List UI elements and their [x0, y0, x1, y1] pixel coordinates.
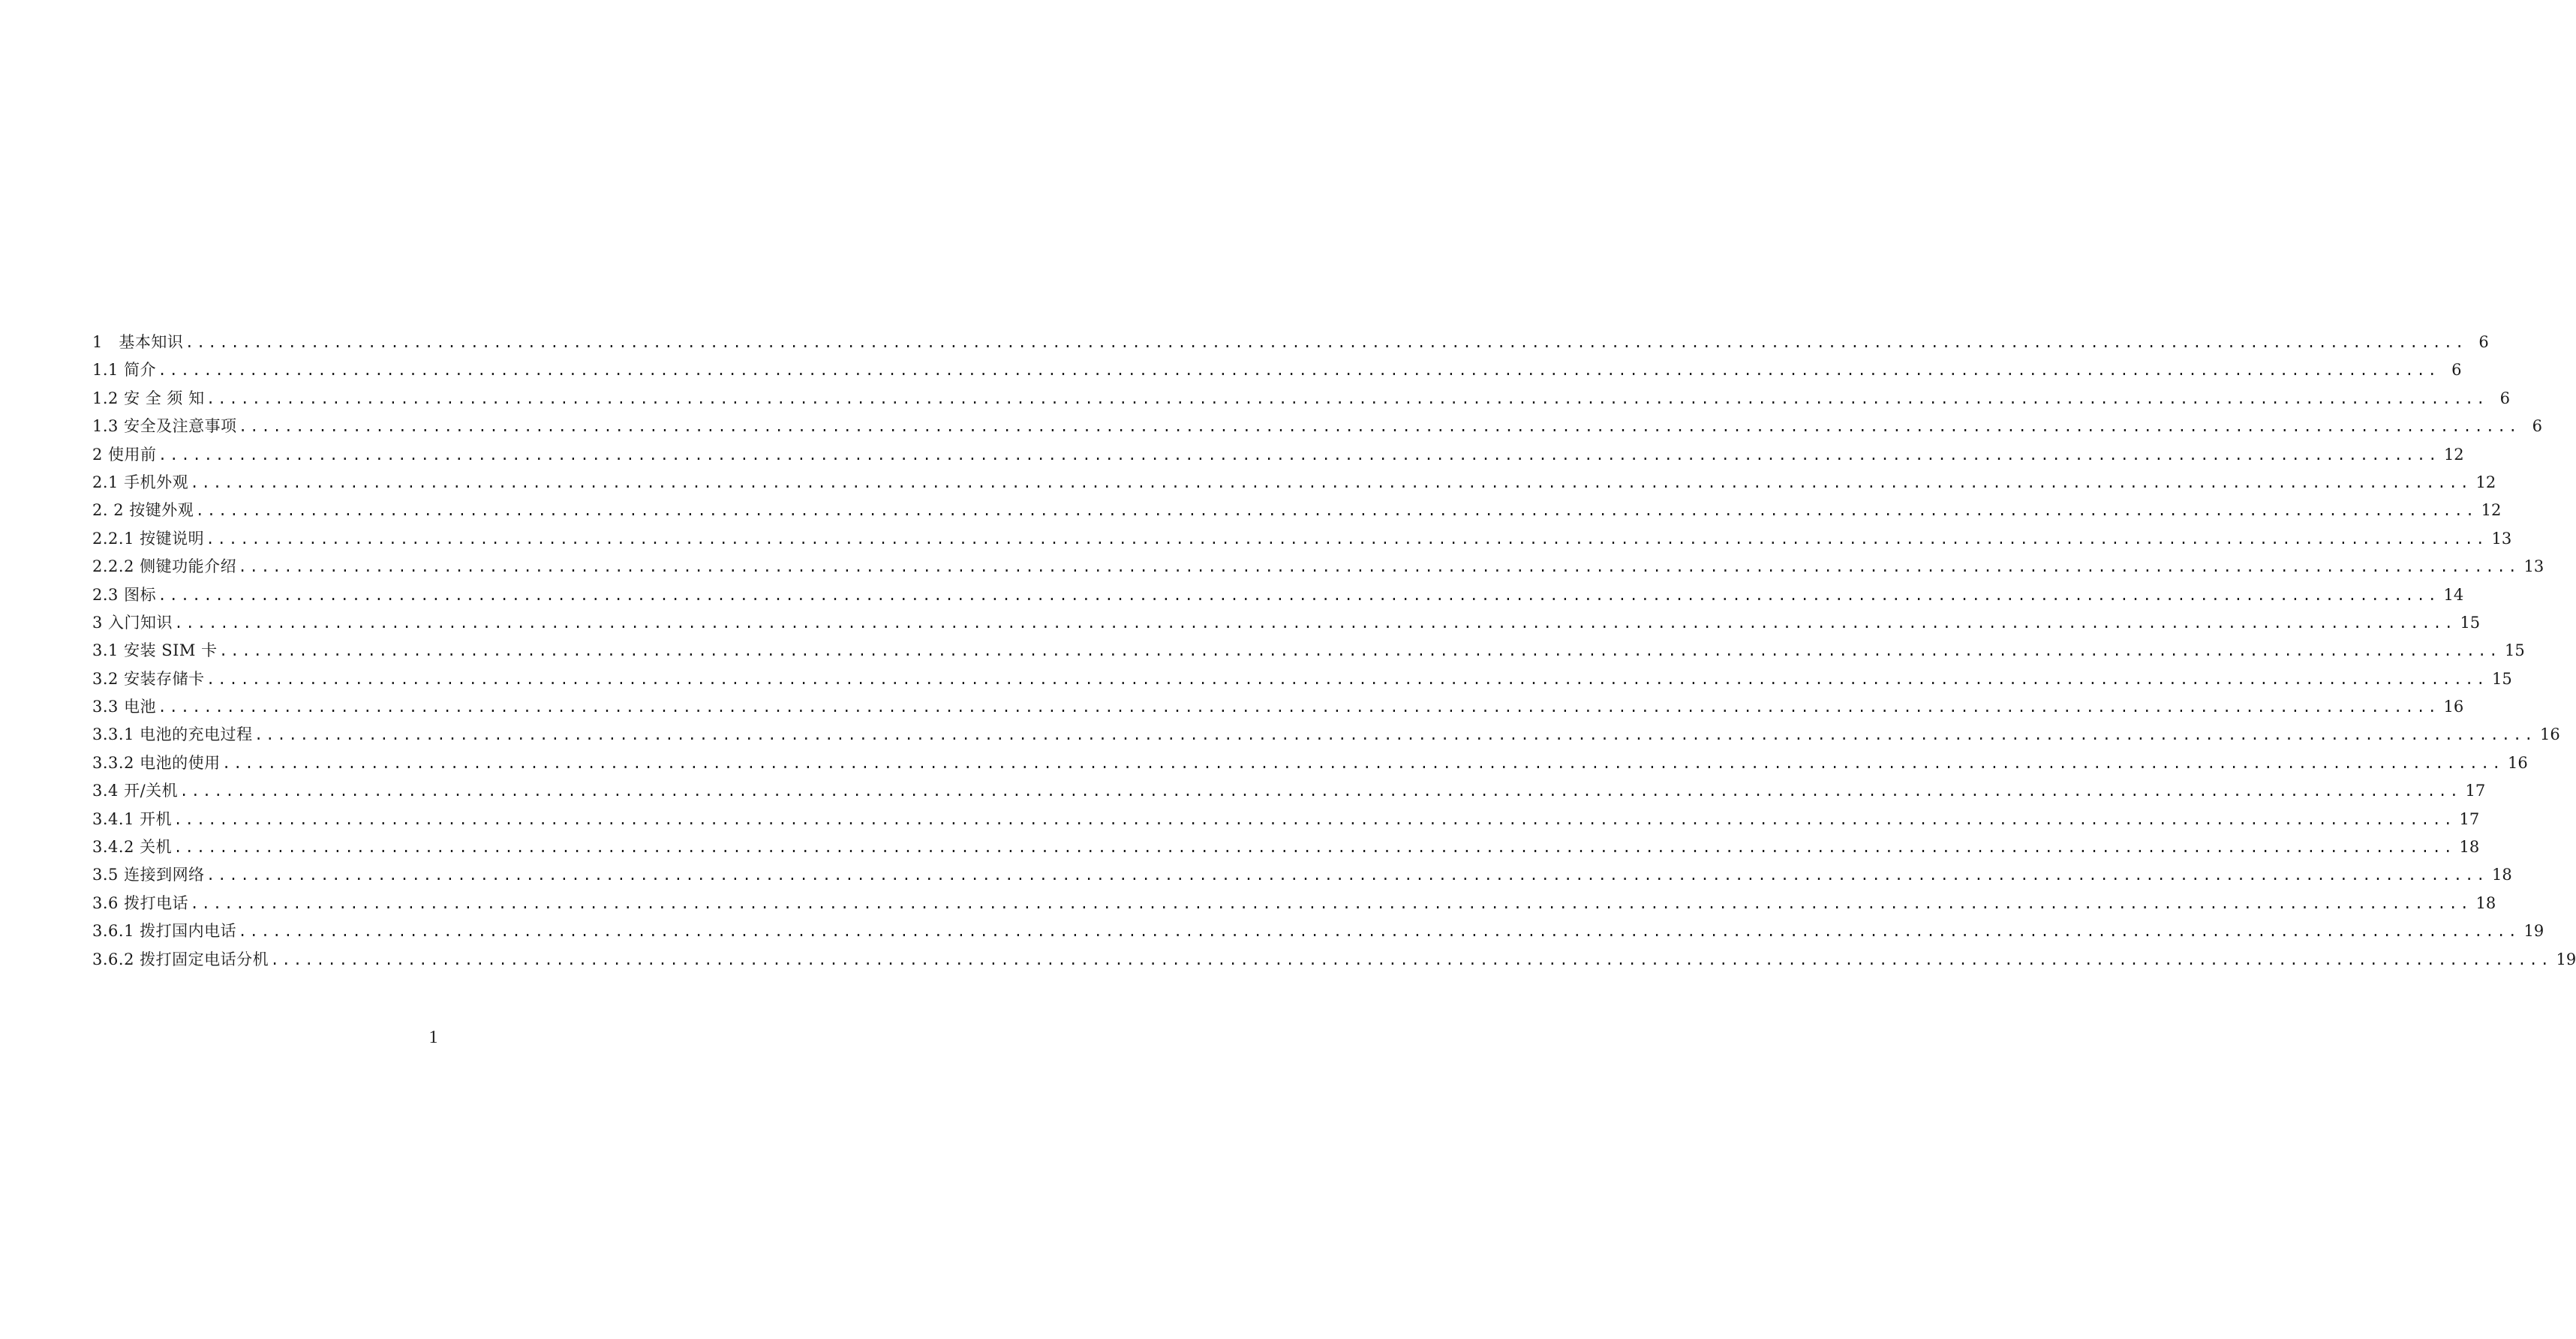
toc-entry-page: 14: [2443, 585, 2464, 604]
toc-entry-page: 18: [2475, 893, 2496, 912]
toc-entry-title: 2.2.2 侧键功能介绍: [92, 557, 237, 576]
toc-leader-dots: ........................................................................................................................................................................................................: [173, 812, 2455, 830]
toc-entry-title: 2.2.1 按键说明: [92, 529, 205, 548]
toc-entry-title: 3.6 拨打电话: [92, 893, 189, 912]
toc-entry[interactable]: [92, 385, 2510, 413]
toc-entry-title: 3.4.1 开机: [92, 809, 173, 828]
toc-entry[interactable]: [92, 917, 2544, 945]
toc-leader-dots: ........................................................................................................................................................................................................: [218, 644, 2500, 662]
toc-entry-title: 3.2 安装存储卡: [92, 669, 205, 688]
toc-entry-page: 19: [2523, 922, 2544, 941]
toc-entry-page: 15: [2491, 669, 2512, 688]
toc-entry-page: 12: [2475, 473, 2496, 491]
toc-leader-dots: ........................................................................................................................................................................................................: [190, 896, 2472, 914]
toc-entry-page: 19: [2556, 950, 2576, 968]
toc-entry[interactable]: [92, 861, 2512, 889]
toc-entry[interactable]: [92, 441, 2464, 469]
toc-entry[interactable]: [92, 497, 2502, 524]
toc-entry-page: 13: [2491, 529, 2512, 548]
toc-entry-title: 3.6.1 拨打国内电话: [92, 922, 237, 941]
toc-entry-page: 17: [2465, 782, 2486, 800]
toc-entry[interactable]: [92, 525, 2512, 553]
toc-entry-title: 1 基本知识: [92, 333, 184, 351]
toc-leader-dots: ........................................................................................................................................................................................................: [158, 447, 2439, 465]
toc-entry-page: 6: [2451, 361, 2462, 380]
toc-leader-dots: ........................................................................................................................................................................................................: [206, 391, 2487, 409]
toc-entry[interactable]: [92, 777, 2486, 805]
toc-entry-title: 2. 2 按键外观: [92, 501, 194, 520]
toc-entry-page: 16: [2443, 698, 2464, 716]
toc-leader-dots: ........................................................................................................................................................................................................: [173, 840, 2455, 858]
toc-entry-title: 1.1 简介: [92, 361, 157, 380]
toc-entry-page: 15: [2505, 641, 2525, 660]
toc-entry[interactable]: [92, 721, 2560, 749]
toc-leader-dots: ........................................................................................................................................................................................................: [195, 503, 2477, 521]
toc-leader-dots: ........................................................................................................................................................................................................: [158, 363, 2439, 381]
toc-entry-title: 3.3.2 电池的使用: [92, 753, 221, 772]
toc-leader-dots: ........................................................................................................................................................................................................: [174, 615, 2456, 633]
toc-entry-page: 18: [2459, 838, 2480, 857]
toc-entry-title: 3.6.2 拨打固定电话分机: [92, 950, 269, 968]
toc-entry[interactable]: [92, 609, 2481, 637]
toc-entry-title: 2.3 图标: [92, 585, 157, 604]
toc-leader-dots: ........................................................................................................................................................................................................: [254, 728, 2535, 746]
toc-entry-title: 3.4.2 关机: [92, 838, 173, 857]
toc-entry-title: 1.2 安 全 须 知: [92, 389, 205, 407]
toc-entry-title: 3.5 连接到网络: [92, 866, 205, 884]
toc-leader-dots: ........................................................................................................................................................................................................: [221, 755, 2503, 773]
toc-entry-page: 16: [2508, 753, 2528, 772]
toc-entry-title: 2.1 手机外观: [92, 473, 189, 491]
toc-entry-page: 17: [2459, 809, 2480, 828]
toc-entry-title: 3.3 电池: [92, 698, 157, 716]
toc-leader-dots: ........................................................................................................................................................................................................: [238, 560, 2520, 578]
toc-entry[interactable]: [92, 665, 2512, 693]
toc-leader-dots: ........................................................................................................................................................................................................: [206, 531, 2487, 549]
toc-leader-dots: ........................................................................................................................................................................................................: [270, 952, 2552, 970]
toc-entry-page: 6: [2478, 333, 2489, 351]
toc-entry[interactable]: [92, 581, 2464, 609]
toc-entry[interactable]: [92, 749, 2528, 777]
toc-entry-page: 13: [2523, 557, 2544, 576]
toc-entry[interactable]: [92, 693, 2464, 721]
toc-entry[interactable]: [92, 413, 2542, 440]
toc-entry-title: 3.1 安装 SIM 卡: [92, 641, 218, 660]
toc-entry-page: 6: [2532, 417, 2542, 436]
toc-entry[interactable]: [92, 833, 2480, 861]
toc-leader-dots: ........................................................................................................................................................................................................: [158, 587, 2439, 605]
toc-entry[interactable]: [92, 356, 2462, 384]
toc-entry-page: 6: [2499, 389, 2510, 407]
toc-leader-dots: ........................................................................................................................................................................................................: [238, 924, 2520, 942]
toc-entry[interactable]: [92, 890, 2496, 917]
toc-leader-dots: ........................................................................................................................................................................................................: [206, 671, 2487, 689]
toc-entry-page: 16: [2540, 725, 2560, 744]
toc-entry-title: 1.3 安全及注意事项: [92, 417, 237, 436]
toc-entry-page: 12: [2481, 501, 2502, 520]
toc-entry-title: 3.4 开/关机: [92, 782, 179, 800]
toc-leader-dots: ........................................................................................................................................................................................................: [185, 335, 2466, 353]
toc-entry-title: 3.3.1 电池的充电过程: [92, 725, 253, 744]
table-of-contents: [92, 329, 2576, 974]
toc-entry-page: 15: [2460, 613, 2481, 632]
toc-leader-dots: ........................................................................................................................................................................................................: [206, 868, 2487, 886]
toc-entry[interactable]: [92, 469, 2496, 497]
toc-entry[interactable]: [92, 946, 2576, 974]
toc-entry-title: 3 入门知识: [92, 613, 173, 632]
toc-entry-title: 2 使用前: [92, 445, 157, 464]
toc-entry-page: 18: [2491, 866, 2512, 884]
toc-entry-page: 12: [2443, 445, 2464, 464]
toc-entry[interactable]: [92, 329, 2489, 356]
toc-entry[interactable]: [92, 806, 2480, 833]
toc-entry[interactable]: [92, 553, 2544, 581]
toc-entry[interactable]: [92, 637, 2525, 665]
toc-leader-dots: ........................................................................................................................................................................................................: [179, 784, 2461, 802]
page-number: 1: [428, 1028, 438, 1047]
toc-leader-dots: ........................................................................................................................................................................................................: [190, 475, 2472, 493]
toc-leader-dots: ........................................................................................................................................................................................................: [238, 419, 2520, 437]
toc-leader-dots: ........................................................................................................................................................................................................: [158, 700, 2439, 718]
